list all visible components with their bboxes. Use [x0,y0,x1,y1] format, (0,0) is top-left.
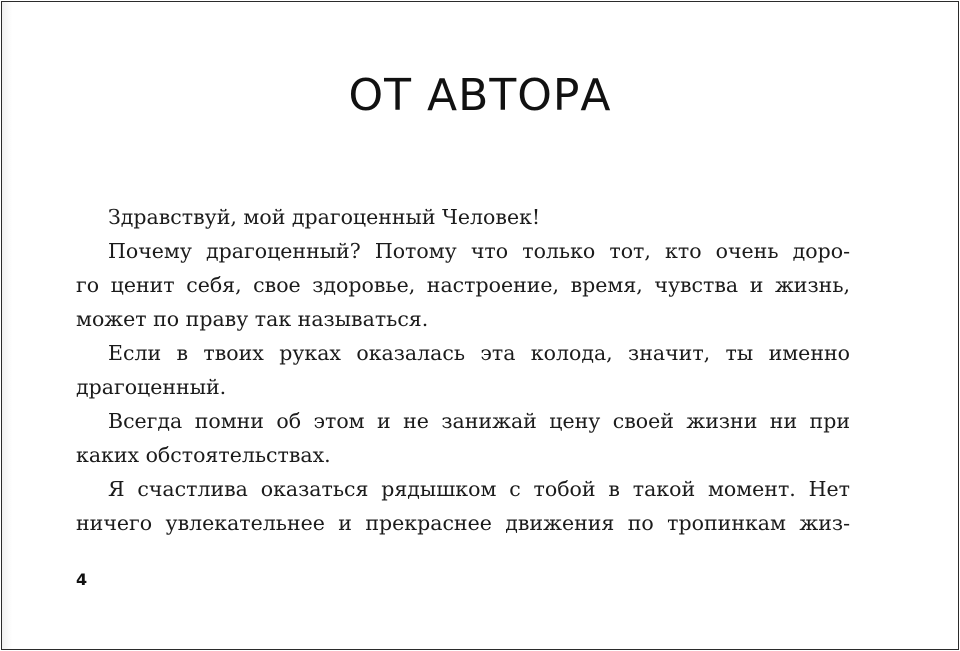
paragraph-happy-to-be-near [76,472,850,540]
text-line: каких обстоятельствах. [76,443,331,467]
paragraph-deck-in-hands [76,336,850,404]
text-line: Почему драгоценный? Потому что только тот, кто очень доро- [108,239,850,263]
page-number: 4 [76,570,88,589]
paragraph-always-remember [76,404,850,472]
text-line: Если в твоих руках оказалась эта колода, значит, ты именно [108,341,850,365]
body-text [76,200,850,540]
paragraph-why-precious [76,234,850,336]
text-line: ничего увлекательнее и прекраснее движения по тропинкам жиз- [76,511,850,535]
text-line: драгоценный. [76,375,227,399]
text-line: Я счастлива оказаться рядышком с тобой в такой момент. Нет [108,477,850,501]
chapter-heading: ОТ АВТОРА [348,70,612,121]
text-line: го ценит себя, свое здоровье, настроение, время, чувства и жизнь, [76,273,850,297]
text-line: может по праву так называться. [76,307,429,331]
text-line: Здравствуй, мой драгоценный Человек! [108,205,541,229]
text-line: Всегда помни об этом и не занижай цену своей жизни ни при [108,409,850,433]
book-page [1,1,959,650]
paragraph-greeting [76,200,850,234]
